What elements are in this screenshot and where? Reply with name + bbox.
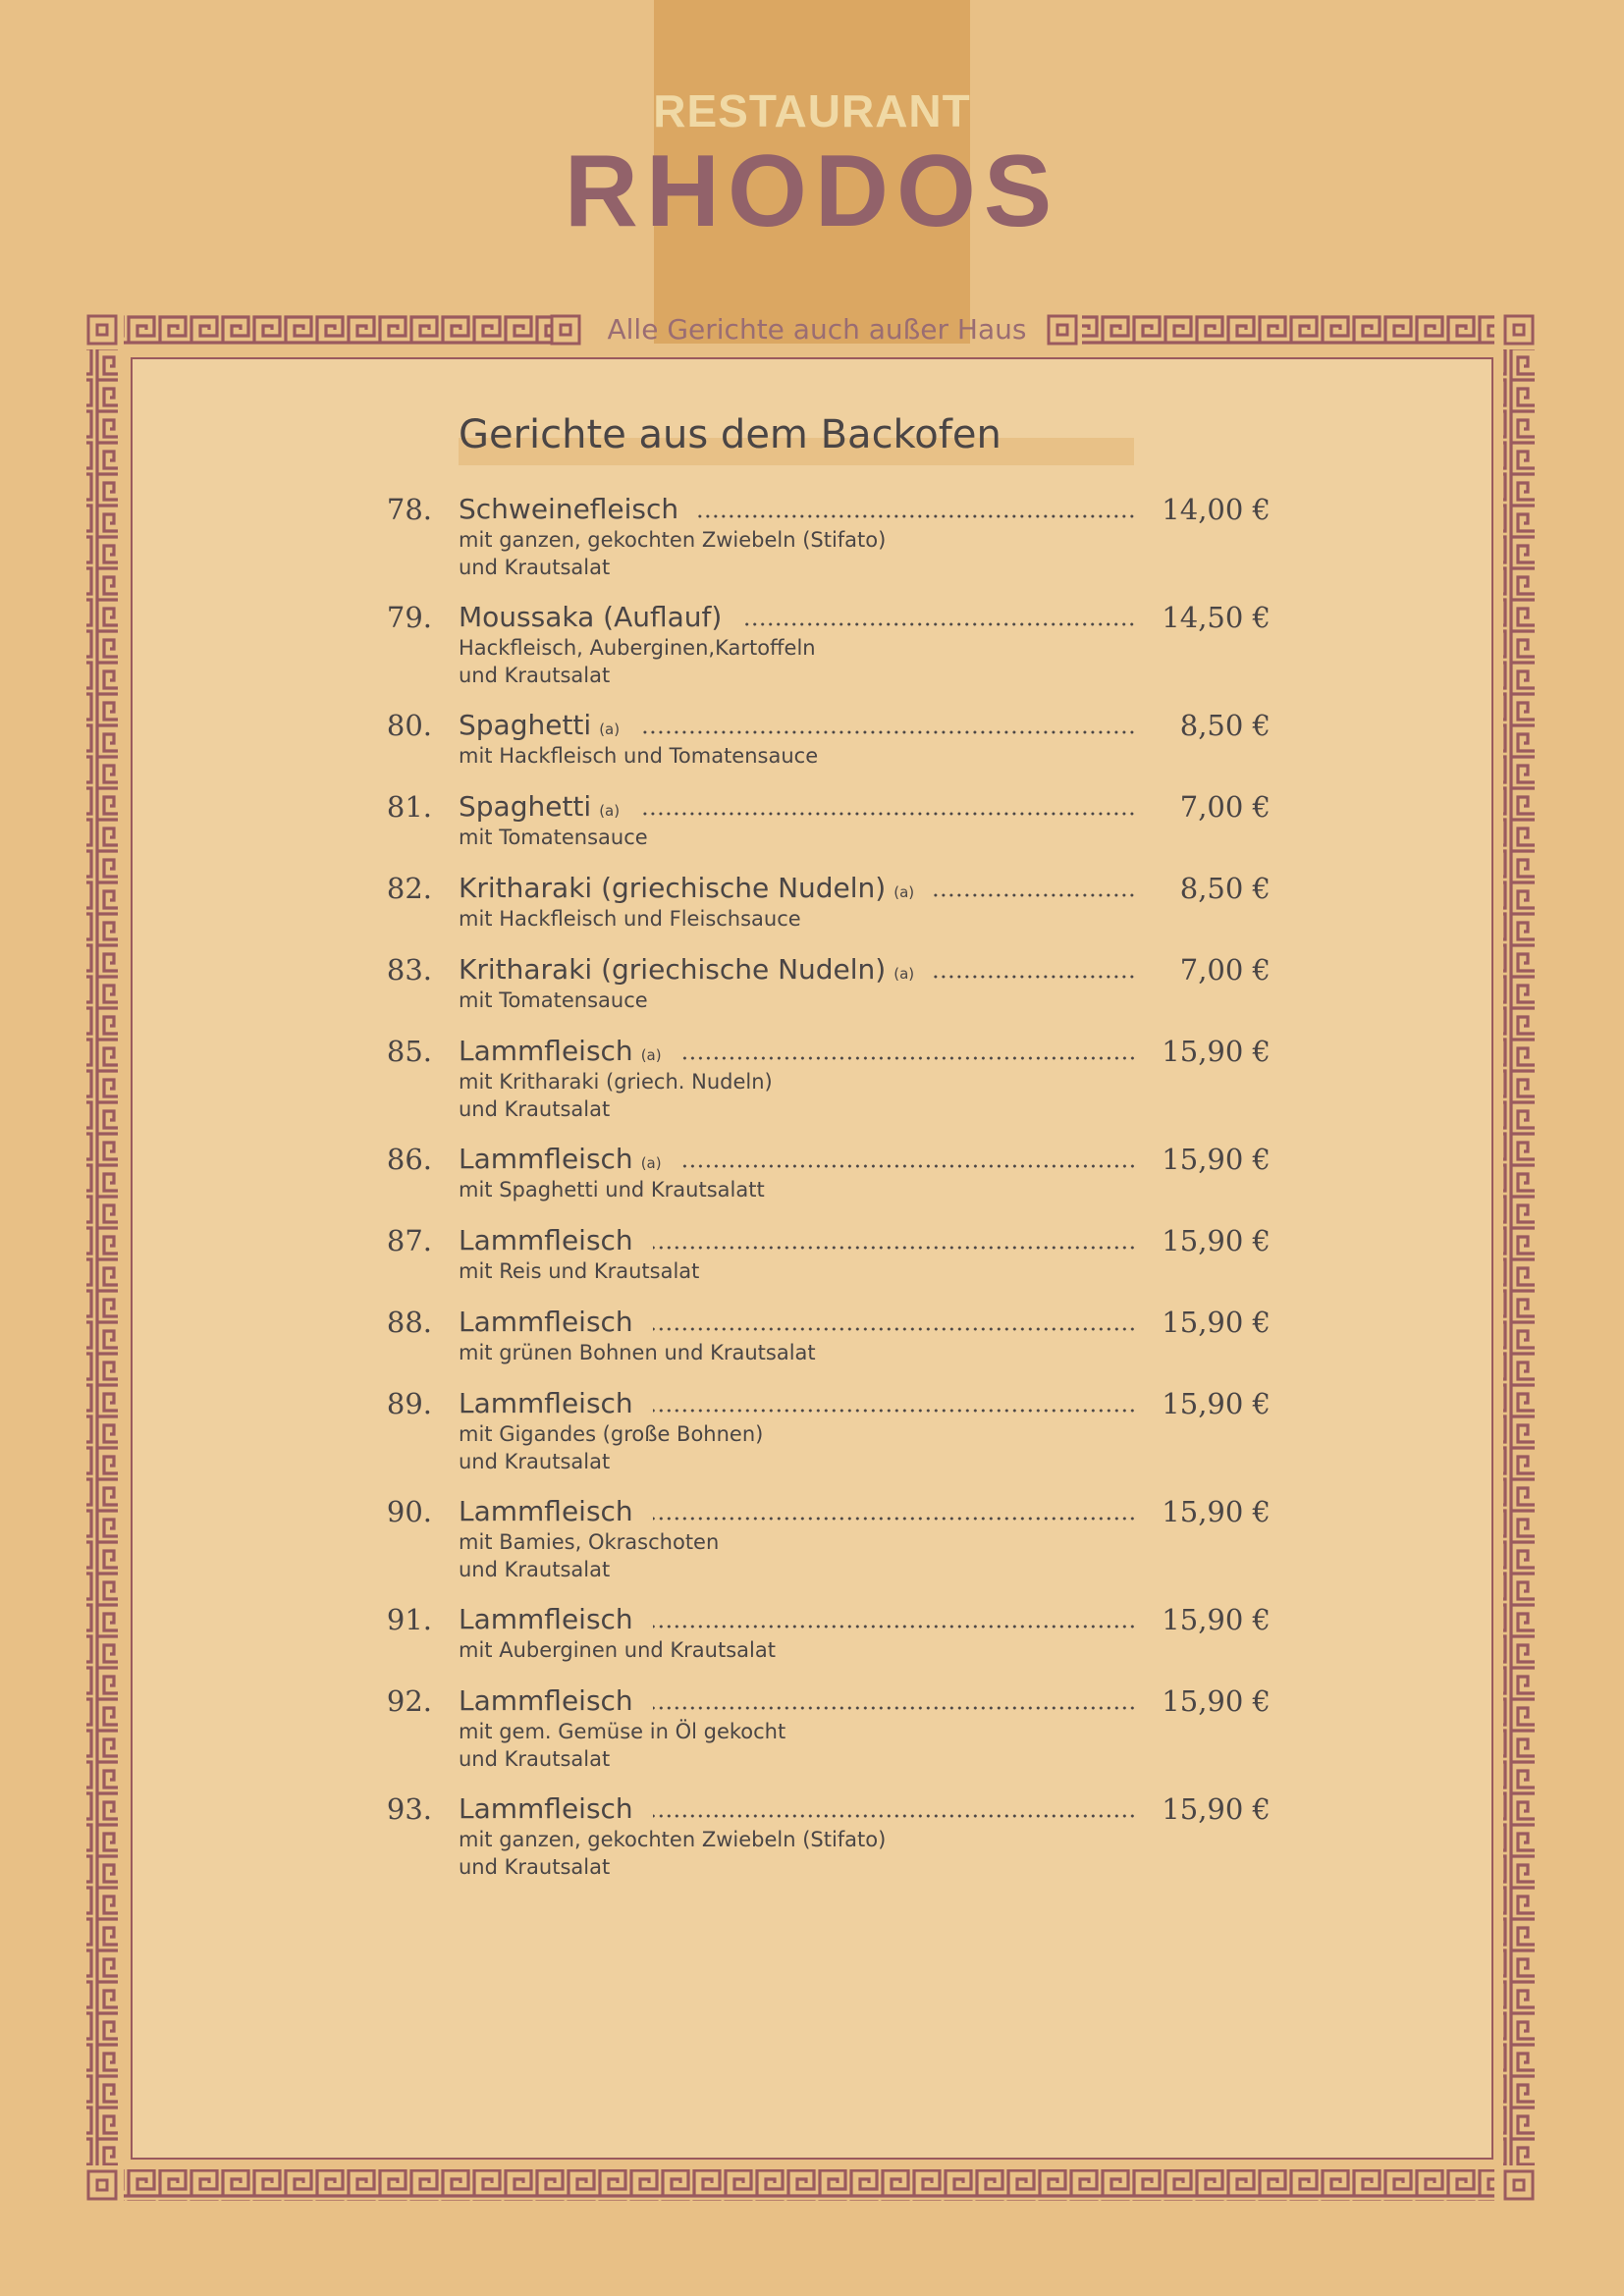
item-description-line: mit Hackfleisch und Fleischsauce <box>459 907 801 931</box>
item-name-line <box>459 1790 1136 1828</box>
dot-leader <box>653 1624 1136 1629</box>
item-description <box>459 1420 1136 1475</box>
item-description-line: und Krautsalat <box>459 556 611 579</box>
item-price: 15,90 € <box>1162 1035 1271 1068</box>
item-description-line: Hackfleisch, Auberginen,Kartoffeln <box>459 636 816 660</box>
dot-leader <box>653 1326 1136 1332</box>
item-price: 14,50 € <box>1162 601 1271 634</box>
item-description-line: und Krautsalat <box>459 1450 611 1473</box>
item-price: 15,90 € <box>1162 1603 1271 1636</box>
item-description <box>459 526 1136 581</box>
item-allergen-note: (a) <box>640 1046 662 1064</box>
dot-leader <box>934 974 1136 980</box>
item-name-line <box>459 1033 1136 1070</box>
item-name: Kritharaki (griechische Nudeln) <box>459 872 887 904</box>
item-description <box>459 905 1136 933</box>
item-price: 15,90 € <box>1162 1684 1271 1718</box>
item-price: 14,00 € <box>1162 493 1271 526</box>
item-description-line: und Krautsalat <box>459 1558 611 1581</box>
item-description <box>459 1339 1136 1366</box>
item-name-line <box>459 870 1136 907</box>
item-allergen-note: (a) <box>893 883 915 901</box>
item-name: Lammfleisch <box>459 1603 633 1635</box>
item-name: Lammfleisch <box>459 1306 633 1338</box>
dot-leader <box>741 621 1136 627</box>
item-name: Lammfleisch <box>459 1143 633 1175</box>
item-name: Lammfleisch <box>459 1495 633 1527</box>
item-price: 15,90 € <box>1162 1792 1271 1826</box>
item-number: 88. <box>386 1306 432 1339</box>
item-description <box>459 824 1136 851</box>
item-description-line: mit Kritharaki (griech. Nudeln) <box>459 1070 773 1094</box>
item-description-line: mit Auberginen und Krautsalat <box>459 1638 776 1662</box>
item-name: Moussaka (Auflauf) <box>459 601 723 633</box>
item-name: Lammfleisch <box>459 1387 633 1419</box>
item-name-line <box>459 1141 1136 1178</box>
item-allergen-note: (a) <box>599 802 621 820</box>
brand-subtitle: RESTAURANT <box>653 85 971 136</box>
brand-logo-name: RHODOS <box>564 134 1060 248</box>
item-name-line <box>459 1304 1136 1341</box>
item-name: Lammfleisch <box>459 1684 633 1717</box>
item-number: 87. <box>386 1224 432 1257</box>
takeaway-tagline: Alle Gerichte auch außer Haus <box>607 313 1027 346</box>
item-description <box>459 742 1136 770</box>
item-name-line <box>459 707 1136 744</box>
item-number: 83. <box>386 953 432 987</box>
item-description-line: und Krautsalat <box>459 1097 611 1121</box>
item-price: 15,90 € <box>1162 1143 1271 1176</box>
item-name: Spaghetti <box>459 709 592 741</box>
dot-leader <box>681 1163 1136 1169</box>
item-description-line: mit Tomatensauce <box>459 988 648 1012</box>
item-price: 15,90 € <box>1162 1495 1271 1528</box>
item-name: Schweinefleisch <box>459 493 679 525</box>
item-name-line <box>459 1222 1136 1259</box>
item-description <box>459 1636 1136 1664</box>
item-price: 8,50 € <box>1179 709 1271 742</box>
item-name: Lammfleisch <box>459 1224 633 1256</box>
item-name: Lammfleisch <box>459 1792 633 1825</box>
item-description-line: und Krautsalat <box>459 1747 611 1771</box>
item-description <box>459 1826 1136 1881</box>
dot-leader <box>653 1245 1136 1251</box>
item-description-line: und Krautsalat <box>459 664 611 687</box>
item-number: 86. <box>386 1143 432 1176</box>
item-price: 15,90 € <box>1162 1306 1271 1339</box>
item-name-line <box>459 1601 1136 1638</box>
item-number: 93. <box>386 1792 432 1826</box>
item-price: 15,90 € <box>1162 1387 1271 1420</box>
item-description-line: mit Tomatensauce <box>459 826 648 849</box>
dot-leader <box>653 1813 1136 1819</box>
item-number: 81. <box>386 790 432 824</box>
item-name: Kritharaki (griechische Nudeln) <box>459 953 887 986</box>
item-name-line <box>459 599 1136 636</box>
item-description-line: mit grünen Bohnen und Krautsalat <box>459 1341 816 1364</box>
dot-leader <box>653 1408 1136 1414</box>
dot-leader <box>681 1055 1136 1061</box>
item-name: Lammfleisch <box>459 1035 633 1067</box>
item-description <box>459 1528 1136 1583</box>
item-number: 92. <box>386 1684 432 1718</box>
item-price: 7,00 € <box>1179 790 1271 824</box>
item-name: Spaghetti <box>459 790 592 823</box>
item-description-line: mit Bamies, Okraschoten <box>459 1530 720 1554</box>
item-description-line: mit Spaghetti und Krautsalatt <box>459 1178 765 1201</box>
item-description <box>459 634 1136 689</box>
dot-leader <box>639 811 1136 817</box>
item-description <box>459 1176 1136 1203</box>
item-name-line <box>459 788 1136 826</box>
dot-leader <box>639 729 1136 735</box>
dot-leader <box>934 892 1136 898</box>
item-description <box>459 1718 1136 1773</box>
item-number: 80. <box>386 709 432 742</box>
item-description <box>459 987 1136 1014</box>
item-number: 78. <box>386 493 432 526</box>
dot-leader <box>653 1705 1136 1711</box>
item-name-line <box>459 491 1136 528</box>
item-allergen-note: (a) <box>599 721 621 738</box>
item-number: 91. <box>386 1603 432 1636</box>
item-price: 15,90 € <box>1162 1224 1271 1257</box>
item-description-line: mit Hackfleisch und Tomatensauce <box>459 744 819 768</box>
item-price: 7,00 € <box>1179 953 1271 987</box>
item-description-line: mit Gigandes (große Bohnen) <box>459 1422 764 1446</box>
item-number: 79. <box>386 601 432 634</box>
item-allergen-note: (a) <box>640 1154 662 1172</box>
item-number: 85. <box>386 1035 432 1068</box>
item-number: 82. <box>386 872 432 905</box>
item-number: 89. <box>386 1387 432 1420</box>
item-name-line <box>459 1682 1136 1720</box>
item-name-line <box>459 1493 1136 1530</box>
item-description <box>459 1068 1136 1123</box>
item-description <box>459 1257 1136 1285</box>
section-title-text: Gerichte aus dem Backofen <box>459 412 1001 457</box>
item-name-line <box>459 951 1136 988</box>
item-description-line: und Krautsalat <box>459 1855 611 1879</box>
item-number: 90. <box>386 1495 432 1528</box>
dot-leader <box>698 513 1136 519</box>
item-price: 8,50 € <box>1179 872 1271 905</box>
dot-leader <box>653 1516 1136 1522</box>
item-description-line: mit ganzen, gekochten Zwiebeln (Stifato) <box>459 1828 887 1851</box>
item-description-line: mit Reis und Krautsalat <box>459 1259 700 1283</box>
item-description-line: mit gem. Gemüse in Öl gekocht <box>459 1720 786 1743</box>
item-description-line: mit ganzen, gekochten Zwiebeln (Stifato) <box>459 528 887 552</box>
item-name-line <box>459 1385 1136 1422</box>
item-allergen-note: (a) <box>893 965 915 983</box>
